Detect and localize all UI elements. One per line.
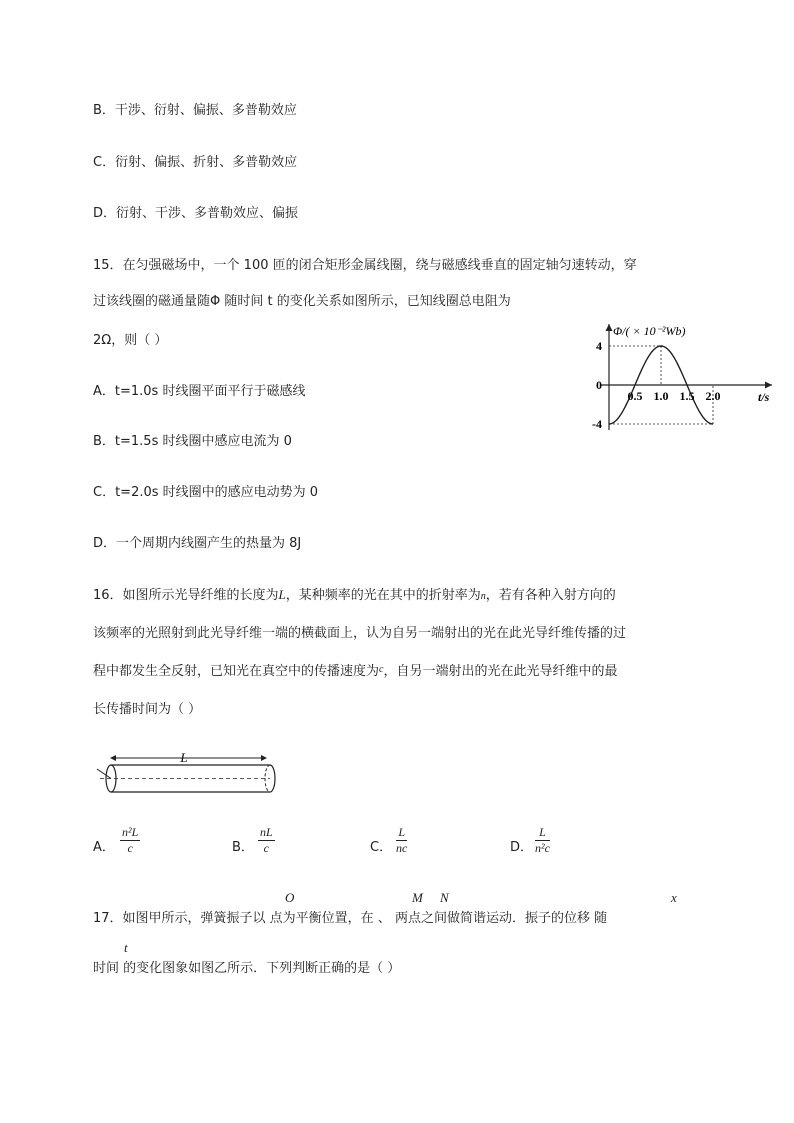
q15-stem-line1: 15．在匀强磁场中，一个 100 匝的闭合矩形金属线圈，绕与磁感线垂直的固定轴匀速转动，穿 bbox=[93, 258, 637, 273]
fraction-denominator: c bbox=[263, 841, 269, 855]
y-tick-label: 4 bbox=[596, 339, 602, 353]
fraction-denominator: nc bbox=[396, 841, 408, 855]
symbol-l: L bbox=[278, 587, 286, 602]
q16-option-c-label: C． bbox=[370, 840, 393, 855]
q15-stem-line2: 过该线圈的磁通量随Φ 随时间 t 的变化关系如图所示，已知线圈总电阻为 bbox=[93, 294, 511, 309]
q16-option-a-fraction bbox=[120, 825, 140, 856]
q16-text-1b: ，某种频率的光在其中的折射率为 bbox=[285, 588, 481, 603]
symbol-n-point: N bbox=[440, 890, 449, 905]
fraction-numerator: nL bbox=[260, 825, 273, 839]
symbol-o: O bbox=[285, 890, 295, 905]
q14-option-c: C．衍射、偏振、折射、多普勒效应 bbox=[93, 155, 298, 170]
q16-option-d-label: D． bbox=[510, 840, 534, 855]
q17-stem-line1: 17．如图甲所示，弹簧振子以 点为平衡位置，在 、 两点之间做简谐运动．振子的位移 随 bbox=[93, 911, 608, 926]
y-tick-label: -4 bbox=[592, 417, 602, 431]
x-tick-label: 1.5 bbox=[679, 389, 695, 403]
q16-stem-line2: 该频率的光照射到此光导纤维一端的横截面上，认为自另一端射出的光在此光导纤维传播的过 bbox=[93, 626, 627, 641]
x-axis-label: t/s bbox=[758, 390, 770, 404]
fiber-right-end bbox=[270, 765, 275, 792]
q16-option-b-fraction bbox=[258, 825, 275, 856]
symbol-x: x bbox=[671, 890, 677, 905]
q15-option-c: C．t=2.0s 时线圈中的感应电动势为 0 bbox=[93, 485, 319, 500]
y-axis-label: Φ/( × 10⁻²Wb) bbox=[613, 324, 686, 338]
fraction-numerator: L bbox=[396, 825, 407, 841]
q16-text-1c: ，若有各种入射方向的 bbox=[485, 588, 616, 603]
y-tick-label: 0 bbox=[596, 378, 602, 392]
q14-option-d: D．衍射、干涉、多普勒效应、偏振 bbox=[93, 206, 299, 221]
x-tick-label: 2.0 bbox=[705, 389, 721, 403]
x-tick-label: 0.5 bbox=[627, 389, 643, 403]
symbol-t: t bbox=[124, 940, 128, 955]
symbol-n: n bbox=[480, 591, 486, 602]
q16-option-d-fraction bbox=[535, 825, 550, 856]
fraction-denominator: c bbox=[127, 841, 133, 855]
q16-text-3a: 程中都发生全反射，已知光在真空中的传播速度为 bbox=[93, 664, 380, 679]
incident-light-ray bbox=[97, 769, 111, 779]
fiber-length-label: L bbox=[180, 750, 188, 765]
q16-option-a-label: A． bbox=[93, 840, 115, 855]
fraction-numerator: L bbox=[535, 825, 550, 841]
fraction-numerator: n²L bbox=[122, 825, 139, 839]
q17-stem-line2: 时间 的变化图象如图乙所示．下列判断正确的是（ ） bbox=[93, 961, 401, 976]
q16-text-1a: 16．如图所示光导纤维的长度为 bbox=[93, 588, 279, 603]
q16-option-b-label: B． bbox=[232, 840, 254, 855]
flux-time-graph bbox=[580, 318, 780, 436]
q15-option-b: B．t=1.5s 时线圈中感应电流为 0 bbox=[93, 434, 292, 449]
symbol-m: M bbox=[412, 890, 423, 905]
q16-stem-line3 bbox=[93, 660, 617, 679]
x-tick-label: 1.0 bbox=[653, 389, 669, 403]
q16-option-c-fraction bbox=[396, 825, 407, 856]
q16-stem-line1 bbox=[93, 584, 616, 603]
optical-fiber-diagram bbox=[92, 748, 282, 798]
q16-stem-line4: 长传播时间为（ ） bbox=[93, 702, 202, 717]
symbol-c: c bbox=[379, 664, 384, 675]
fraction-denominator: n²c bbox=[535, 841, 550, 855]
q16-text-3b: ，自另一端射出的光在此光导纤维中的最 bbox=[383, 664, 618, 679]
q15-option-d: D．一个周期内线圈产生的热量为 8J bbox=[93, 536, 302, 551]
q15-stem-line3: 2Ω，则（ ） bbox=[93, 333, 168, 348]
q14-option-b: B．干涉、衍射、偏振、多普勒效应 bbox=[93, 103, 297, 118]
q15-option-a: A．t=1.0s 时线圈平面平行于磁感线 bbox=[93, 384, 306, 399]
